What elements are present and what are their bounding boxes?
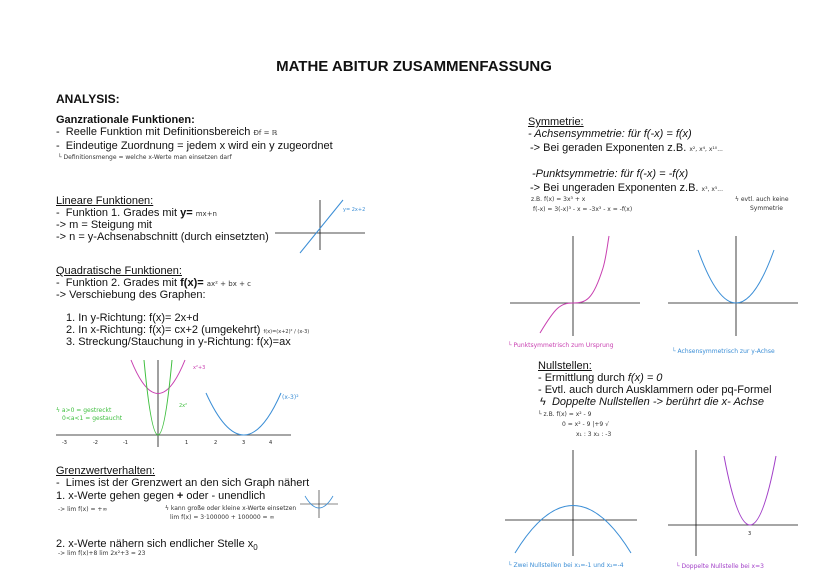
tick-label: -3 [62,440,67,446]
tick-label: -2 [93,440,98,446]
grenzwert-hand-3: lim f(x) = 3·100000 + 100000 = ∞ [170,514,275,521]
tick-label: 4 [269,440,273,446]
quadratic-graph [56,355,299,450]
blue-parabola [206,393,281,435]
quadratic-i2-text: 2. In x-Richtung: f(x)= cx+2 (umgekehrt) [66,324,261,336]
two-roots-graph [505,448,645,556]
symmetrie-example-1: z.B. f(x) = 3x³ + x [531,196,586,203]
linear-bullet-1: - Funktion 1. Grades mit y= mx+n [56,207,217,219]
nullstellen-l3-text: Doppelte Nullstellen -> berührt die x- Achse [551,396,765,408]
nullstellen-l1-italic: f(x) = 0 [627,372,663,384]
nullstellen-line-2: - Evtl. auch durch Ausklammern oder pq-Formel [538,384,772,396]
grenzwert-line-1 [56,490,265,503]
analysis-heading: ANALYSIS: [56,92,120,106]
tick-label: 3 [242,440,246,446]
tick-label: 1 [185,440,189,446]
punkt-l2-text: -> Bei ungeraden Exponenten z.B. [530,182,699,194]
linear-line [300,200,343,253]
grenzwert-bullet-1: - Limes ist der Grenzwert an den sich Graph nähert [56,477,310,489]
grenzwert-l2-sub: 0 [253,543,258,553]
nullstellen-l1-text: - Ermittlung durch [538,372,625,384]
tick-label: 2 [214,440,218,446]
quadratic-item-3: 3. Streckung/Stauchung in y-Richtung: f(x)=ax [66,336,291,348]
quadratic-heading: Quadratische Funktionen: [56,265,182,277]
linear-line-3: -> n = y-Achsenabschnitt (durch einsetzten) [56,231,269,243]
linear-b1-bold: y= [180,207,193,219]
nullstellen-line-3 [540,396,764,409]
grenzwert-b1-text: Limes ist der Grenzwert an den sich Graph nähert [65,477,310,489]
punktsymmetrie-graph [505,228,645,336]
quadratic-line-2: -> Verschiebung des Graphen: [56,289,206,301]
blue-parabola-label: (x-3)² [282,394,299,401]
punktsymmetrie-line-2 [530,182,723,195]
nullstellen-l3-symbol: ϟ [540,396,546,408]
achsensymmetrie-line: - Achsensymmetrie: für f(-x) = f(x) [528,128,692,140]
linear-line-2: -> m = Steigung mit [56,219,152,231]
ganzrational-bullet-1: - Reelle Funktion mit Definitionsbereich Đf = ℝ [56,126,278,138]
punktsymmetrie-line: -Punktsymmetrie: für f(-x) = -f(x) [532,168,689,180]
double-root-graph [668,448,808,556]
page-title: MATHE ABITUR ZUSAMMENFASSUNG [276,58,552,75]
quadratic-b1-text: Funktion 2. Grades mit [65,277,178,289]
nullstellen-example-1: └ z.B. f(x) = x² - 9 [538,411,592,418]
quadratic-item-1: 1. In y-Richtung: f(x)= 2x+d [66,312,199,324]
ganzrational-note: └ Definitionsmenge = welche x-Werte man einsetzen darf [58,154,232,161]
quadratic-note-1: ϟ a>0 = gestreckt [56,407,112,414]
achsensymmetrie-caption: └ Achsensymmetrisch zur y-Achse [672,348,775,355]
quadratic-b1-hand: ax² + bx + c [206,280,252,288]
cubic-curve [540,236,609,333]
tick-label: -1 [123,440,128,446]
grenzwert-l1-text: 1. x-Werte gehen gegen [56,490,174,502]
quadratic-i2-hand: f(x)=(x+2)² / (x-3) [263,329,310,335]
grenzwert-l1-rest: oder - unendlich [186,490,266,502]
achs-l2-hand: x², x⁴, x¹⁰... [689,146,723,153]
grenzwert-hand-1: -> lim f(x) = +∞ [58,506,108,513]
quadratic-note-2: 0<a<1 = gestaucht [62,415,123,422]
symmetrie-note-1: ϟ evtl. auch keine [735,196,789,203]
quadratic-bullet-1: - Funktion 2. Grades mit f(x)= ax² + bx + c [56,277,252,289]
double-root-tick: 3 [748,531,752,537]
nullstellen-heading: Nullstellen: [538,360,592,372]
linear-b1-text: Funktion 1. Grades mit [65,207,178,219]
ganzrational-b1-math: Đf = ℝ [253,129,278,137]
achsensymmetrie-graph [668,228,808,336]
linear-b1-hand: mx+n [195,210,217,218]
symmetrie-note-2: Symmetrie [750,205,783,212]
achs-l2-text: -> Bei geraden Exponenten z.B. [530,142,687,154]
nullstellen-example-3: x₁ : 3 x₂ : -3 [576,431,612,438]
touching-parabola [724,456,776,525]
two-roots-caption: └ Zwei Nullstellen bei x₁=-1 und x₂=-4 [508,562,624,569]
nullstellen-example-2: 0 = x² - 9 |+9 √ [562,421,609,428]
punktsymmetrie-caption: └ Punktsymmetrisch zum Ursprung [508,342,614,349]
grenzwert-mini-graph [300,490,340,518]
pink-parabola-label: x²+3 [193,365,206,371]
punkt-l2-hand: x³, x⁵... [701,186,723,193]
grenzwert-l1-plus: + [176,490,184,502]
linear-graph [275,195,370,255]
symmetrie-example-2: f(-x) = 3(-x)³ - x = -3x³ - x = -f(x) [533,206,633,213]
quadratic-b1-bold: f(x)= [180,277,204,289]
symmetrie-heading: Symmetrie: [528,116,584,128]
achsensymmetrie-line-2 [530,142,723,155]
double-root-caption: └ Doppelte Nullstelle bei x=3 [676,563,764,570]
ganzrational-b1-text: Reelle Funktion mit Definitionsbereich [65,126,251,138]
ganzrational-bullet-2: - Eindeutige Zuordnung = jedem x wird ein y zugeordnet [56,140,333,152]
linear-graph-label: y= 2x+2 [343,207,366,213]
ganzrational-b2-text: Eindeutige Zuordnung = jedem x wird ein y zugeordnet [65,140,333,152]
ganzrational-heading: Ganzrationale Funktionen: [56,114,195,126]
linear-heading: Lineare Funktionen: [56,195,154,207]
grenzwert-hand-2: ϟ kann große oder kleine x-Werte einsetzen [165,505,297,512]
grenzwert-heading: Grenzwertverhalten: [56,465,156,477]
grenzwert-l2-text: 2. x-Werte nähern sich endlicher Stelle x [56,538,254,550]
green-parabola-label: 2x² [179,403,188,409]
grenzwert-hand-4: -> lim f(x)+8 lim 2x²+3 = 23 [58,550,146,557]
